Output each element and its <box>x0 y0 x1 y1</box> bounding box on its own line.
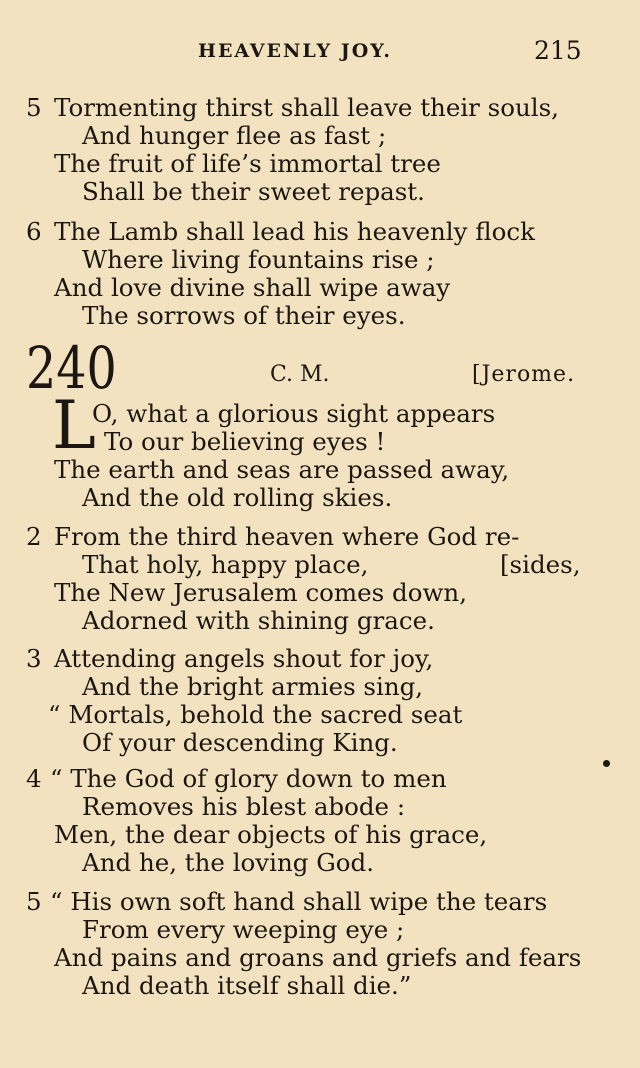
verse-line: Men, the dear objects of his grace, <box>54 820 488 849</box>
stanza-number: 3 <box>26 644 42 673</box>
drop-cap: L <box>52 387 96 464</box>
hymn-tune: [Jerome. <box>472 362 576 387</box>
verse-line: To our believing eyes ! <box>104 427 386 456</box>
verse-line: The Lamb shall lead his heavenly flock <box>54 217 535 246</box>
verse-line: And pains and groans and griefs and fears <box>54 943 582 972</box>
ink-dot <box>603 760 610 767</box>
stanza-number: 4 <box>26 764 42 793</box>
stanza-number: 2 <box>26 522 42 551</box>
verse-line: The fruit of life’s immortal tree <box>54 149 441 178</box>
stanza-number: 5 <box>26 93 42 122</box>
verse-line: Adorned with shining grace. <box>82 606 435 635</box>
verse-line: Of your descending King. <box>82 728 398 757</box>
verse-line-turnover: [sides, <box>500 550 581 579</box>
verse-line: And love divine shall wipe away <box>54 273 451 302</box>
verse-line: And the old rolling skies. <box>82 483 393 512</box>
hymn-meter: C. M. <box>270 362 330 387</box>
verse-line: From the third heaven where God re- <box>54 522 520 551</box>
verse-line: The New Jerusalem comes down, <box>54 578 467 607</box>
stanza-number: 6 <box>26 217 42 246</box>
verse-line: From every weeping eye ; <box>82 915 405 944</box>
verse-line: “ His own soft hand shall wipe the tears <box>50 887 548 916</box>
verse-line: Tormenting thirst shall leave their souls, <box>54 93 559 122</box>
verse-line: The sorrows of their eyes. <box>82 301 406 330</box>
stanza-number: 5 <box>26 887 42 916</box>
hymn-number: 240 <box>26 334 117 402</box>
verse-line: And hunger flee as fast ; <box>82 121 387 150</box>
verse-line: O, what a glorious sight appears <box>92 399 496 428</box>
verse-line: And the bright armies sing, <box>82 672 424 701</box>
running-title: HEAVENLY JOY. <box>198 40 392 62</box>
verse-line: Attending angels shout for joy, <box>54 644 434 673</box>
verse-line: The earth and seas are passed away, <box>54 455 510 484</box>
page-number: 215 <box>534 36 582 65</box>
verse-line: “ The God of glory down to men <box>50 764 447 793</box>
verse-line: And death itself shall die.” <box>82 971 412 1000</box>
verse-line: “ Mortals, behold the sacred seat <box>48 700 463 729</box>
verse-line: Where living fountains rise ; <box>82 245 435 274</box>
hymn-heading <box>0 334 640 402</box>
verse-line: Removes his blest abode : <box>82 792 406 821</box>
verse-line: Shall be their sweet repast. <box>82 177 425 206</box>
verse-line: That holy, happy place, <box>82 550 369 579</box>
verse-line: And he, the loving God. <box>82 848 375 877</box>
page-header <box>0 36 640 66</box>
